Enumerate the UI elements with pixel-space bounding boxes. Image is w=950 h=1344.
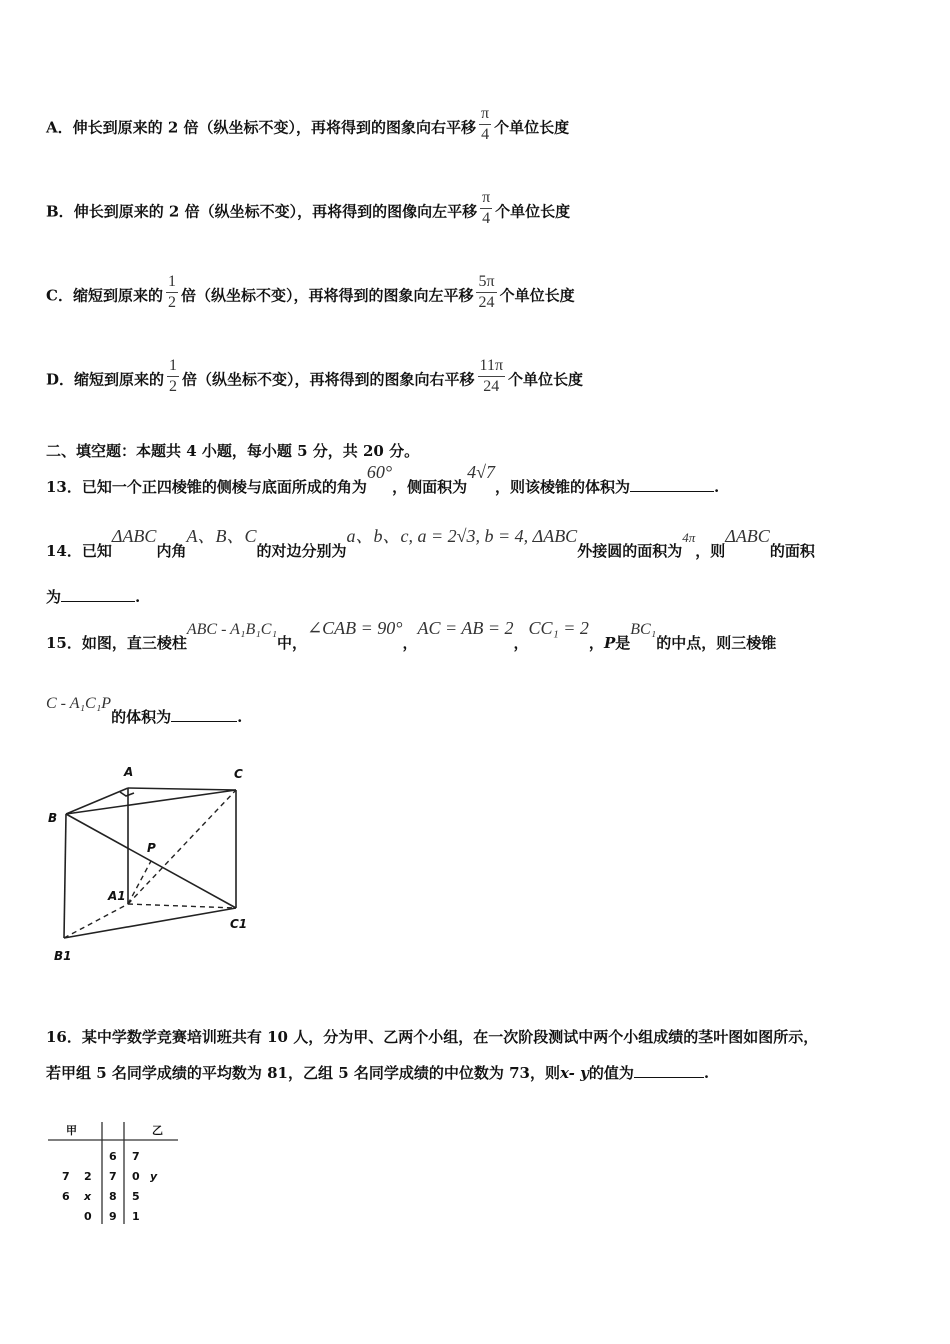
header-jia: 甲 <box>66 1124 77 1137</box>
q16-line1: 16．某中学数学竞赛培训班共有 10 人，分为甲、乙两个小组，在一次阶段测试中两个小组成绩的茎叶图如图所示， <box>46 1028 819 1046</box>
question-15-cont <box>46 695 243 727</box>
leaf-right-3a: 1 <box>132 1210 140 1223</box>
leaf-left-1b: 2 <box>84 1170 92 1183</box>
q14-triangle2: ΔABC <box>725 526 770 546</box>
q14-angles: A、B、C <box>186 526 257 546</box>
option-b-frac-den: 4 <box>482 210 491 227</box>
option-d-fraction1 <box>167 356 179 397</box>
q14-text6: 的面积 <box>769 542 815 560</box>
q14-text5: ，则 <box>695 542 726 560</box>
q16-text2: 的值为 <box>588 1064 634 1082</box>
option-d-label: D． <box>46 370 75 389</box>
q13-text3: ，则该棱锥的体积为 <box>495 478 631 496</box>
leaf-right-2a: 5 <box>132 1190 140 1203</box>
question-15 <box>46 618 777 653</box>
label-b1: B1 <box>54 949 72 963</box>
q15-text2: 中， <box>277 634 308 652</box>
edge-bb1 <box>64 814 66 938</box>
label-c: C <box>234 767 243 781</box>
q15-text1: 15．如图，直三棱柱 <box>46 634 187 652</box>
dashed-a1c <box>128 790 236 904</box>
q14-answer-blank[interactable] <box>61 587 135 602</box>
q13-text4: . <box>714 478 720 496</box>
option-b-fraction <box>480 188 492 229</box>
stem-3: 9 <box>109 1210 117 1223</box>
label-a: A <box>124 765 134 779</box>
edge-ac <box>128 788 236 790</box>
q13-area: 4√7 <box>467 462 495 482</box>
option-d-frac1-num: 1 <box>167 356 179 377</box>
q15-text3: ， <box>402 634 418 652</box>
option-c-frac2-den: 24 <box>478 294 495 311</box>
q15-text7: 的中点，则三棱锥 <box>656 634 777 652</box>
q15-pyramid: C - A₁C₁P <box>46 695 112 712</box>
option-c-text2: 倍（纵坐标不变），再将得到的图象向左平移 <box>180 286 474 305</box>
q13-text1: 13．已知一个正四棱锥的侧棱与底面所成的角为 <box>46 478 367 496</box>
q15-angle: ∠CAB = 90° <box>307 618 403 638</box>
q16-expression: x- y <box>559 1064 589 1082</box>
option-c-frac2-num: 5π <box>476 272 496 293</box>
option-c-label: C． <box>46 286 73 305</box>
stem-0: 6 <box>109 1150 117 1163</box>
leaf-left-2a: 6 <box>62 1190 70 1203</box>
question-14 <box>46 526 815 562</box>
q14-text1: 14．已知 <box>46 542 112 560</box>
q13-angle: 60° <box>366 462 393 482</box>
q14-text3: 的对边分别为 <box>256 542 347 560</box>
q15-prism: ABC - A₁B₁C₁ <box>186 621 278 638</box>
option-d-frac2-num: 11π <box>478 356 505 377</box>
option-b-label: B． <box>46 202 74 221</box>
option-a-frac-num: π <box>479 104 491 125</box>
section-heading: 二、填空题：本题共 4 小题，每小题 5 分，共 20 分。 <box>46 442 420 460</box>
option-c-fraction1 <box>166 272 178 313</box>
q15-text8: 的体积为 <box>111 708 172 726</box>
q15-answer-blank[interactable] <box>171 707 237 722</box>
option-a-text2: 个单位长度 <box>494 118 570 137</box>
label-b: B <box>48 811 58 825</box>
option-d-fraction2 <box>478 356 505 397</box>
dashed-a1c1 <box>128 904 236 908</box>
option-c-text1: 缩短到原来的 <box>72 286 163 305</box>
q14-text2: 内角 <box>156 542 187 560</box>
q14-sides: a、b、c, a = 2√3, b = 4, ΔABC <box>346 526 578 546</box>
stem-leaf-plot <box>44 1118 184 1228</box>
q15-height: CC₁ = 2 <box>528 618 589 638</box>
option-c-frac1-num: 1 <box>166 272 178 293</box>
stem-1: 7 <box>109 1170 117 1183</box>
option-b-frac-num: π <box>480 188 492 209</box>
edge-bc <box>66 790 236 814</box>
q15-segment: BC₁ <box>630 621 657 638</box>
q14-circle-area: 4π <box>682 530 696 545</box>
leaf-left-2b: x <box>84 1190 92 1203</box>
q14-text7: 为 <box>46 588 62 606</box>
leaf-right-1a: 0 <box>132 1170 140 1183</box>
q16-answer-blank[interactable] <box>634 1063 704 1078</box>
q14-text4: 外接圆的面积为 <box>577 542 683 560</box>
q15-text6: 是 <box>615 634 631 652</box>
option-a-text1: 伸长到原来的 2 倍（纵坐标不变），再将得到的图象向右平移 <box>72 118 477 137</box>
label-a1: A1 <box>108 889 126 903</box>
question-13 <box>46 462 720 497</box>
leaf-right-0a: 7 <box>132 1150 140 1163</box>
q15-point-p: P <box>603 634 616 652</box>
option-c <box>46 273 575 317</box>
q13-answer-blank[interactable] <box>630 477 714 492</box>
q13-text2: ，侧面积为 <box>392 478 468 496</box>
option-d-text3: 个单位长度 <box>508 370 584 389</box>
q14-triangle: ΔABC <box>111 526 157 546</box>
leaf-left-1a: 7 <box>62 1170 70 1183</box>
question-16 <box>46 1026 818 1047</box>
question-14-cont <box>46 586 140 607</box>
prism-figure <box>40 758 260 970</box>
right-angle-mark <box>120 792 134 796</box>
q15-text4: ， <box>513 634 529 652</box>
option-d-frac2-den: 24 <box>483 378 500 395</box>
leaf-right-1b: y <box>150 1170 158 1183</box>
edge-b1c1 <box>64 908 236 938</box>
option-a-fraction <box>479 104 491 145</box>
option-b <box>46 189 571 233</box>
q16-text3: . <box>703 1064 710 1082</box>
option-d-frac1-den: 2 <box>169 378 178 395</box>
option-d <box>46 357 584 401</box>
leaf-left-3b: 0 <box>84 1210 92 1223</box>
header-yi: 乙 <box>152 1124 163 1137</box>
q15-text9: . <box>237 708 243 726</box>
option-c-fraction2 <box>476 272 496 313</box>
option-a <box>46 105 570 149</box>
q14-text8: . <box>135 588 141 606</box>
stem-2: 8 <box>109 1190 117 1203</box>
option-d-text2: 倍（纵坐标不变），再将得到的图象向右平移 <box>182 370 475 389</box>
option-a-label: A． <box>46 118 73 137</box>
label-p: P <box>147 841 156 855</box>
option-d-text1: 缩短到原来的 <box>74 370 165 389</box>
q15-text5: ， <box>588 634 604 652</box>
q16-text1: 若甲组 5 名同学成绩的平均数为 81，乙组 5 名同学成绩的中位数为 73，则 <box>46 1064 560 1082</box>
label-c1: C1 <box>230 917 248 931</box>
option-a-frac-den: 4 <box>481 126 490 143</box>
option-b-text1: 伸长到原来的 2 倍（纵坐标不变），再将得到的图像向左平移 <box>73 202 478 221</box>
option-c-frac1-den: 2 <box>167 294 176 311</box>
question-16-cont <box>46 1062 709 1083</box>
option-c-text3: 个单位长度 <box>499 286 575 305</box>
option-b-text2: 个单位长度 <box>495 202 571 221</box>
q15-sides: AC = AB = 2 <box>417 618 514 638</box>
